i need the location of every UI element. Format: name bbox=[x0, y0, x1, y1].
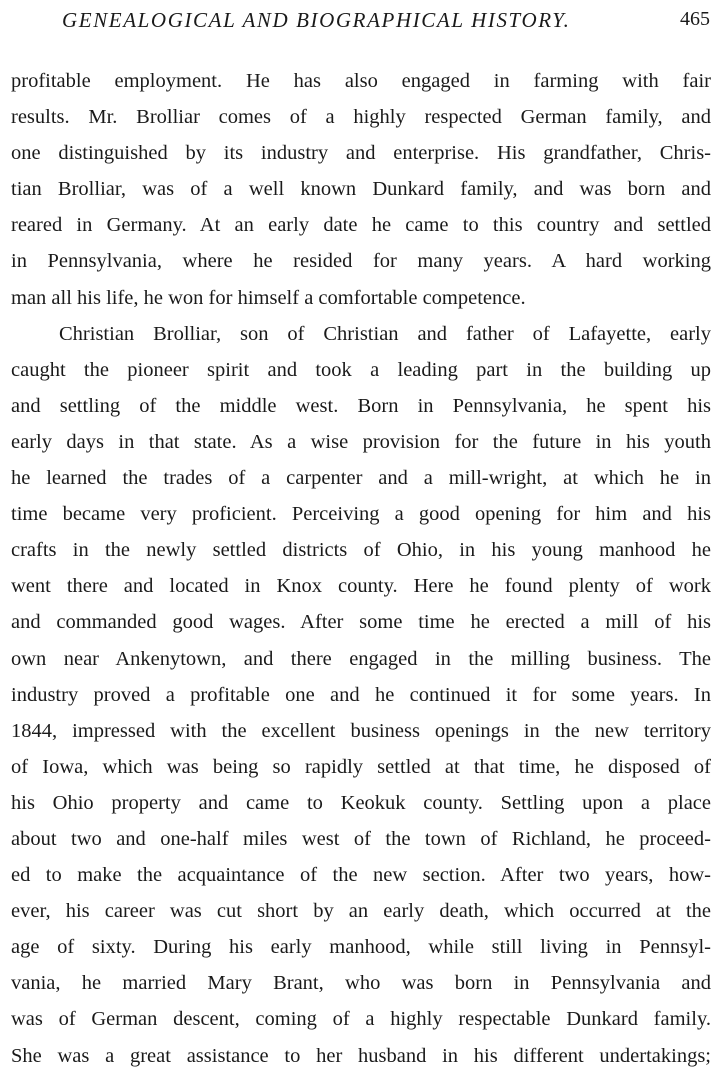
text-line: profitable employment. He has also engaged in farming with fair bbox=[11, 70, 711, 92]
text-line: 1844, impressed with the excellent business openings in the new territory bbox=[11, 719, 711, 742]
page-header bbox=[0, 8, 722, 38]
text-line: time became very proficient. Perceiving a good opening for him and his bbox=[11, 503, 711, 526]
text-line: he learned the trades of a carpenter and a mill-wright, at which he in bbox=[11, 467, 711, 490]
text-line: went there and located in Knox county. Here he found plenty of work bbox=[11, 575, 711, 598]
paragraph-2 bbox=[11, 319, 711, 1077]
text-line: She was a great assistance to her husband in his different undertakings; bbox=[11, 1044, 711, 1067]
text-line: and settling of the middle west. Born in Pennsylvania, he spent his bbox=[11, 394, 711, 417]
text-line: reared in Germany. At an early date he came to this country and settled bbox=[11, 214, 711, 237]
page-number: 465 bbox=[680, 8, 710, 30]
text-line: caught the pioneer spirit and took a leading part in the building up bbox=[11, 358, 711, 381]
text-line: age of sixty. During his early manhood, while still living in Pennsyl- bbox=[11, 936, 711, 959]
text-line: industry proved a profitable one and he continued it for some years. In bbox=[11, 683, 711, 706]
text-line: tian Brolliar, was of a well known Dunkard family, and was born and bbox=[11, 178, 711, 201]
paragraph-1 bbox=[11, 66, 711, 319]
text-line: was of German descent, coming of a highly respectable Dunkard family. bbox=[11, 1008, 711, 1031]
text-line: results. Mr. Brolliar comes of a highly respected German family, and bbox=[11, 106, 711, 129]
text-line: early days in that state. As a wise provision for the future in his youth bbox=[11, 430, 711, 453]
text-line: of Iowa, which was being so rapidly settled at that time, he disposed of bbox=[11, 755, 711, 778]
text-line: vania, he married Mary Brant, who was born in Pennsylvania and bbox=[11, 972, 711, 995]
text-line: about two and one-half miles west of the town of Richland, he proceed- bbox=[11, 827, 711, 850]
text-line: and commanded good wages. After some time he erected a mill of his bbox=[11, 611, 711, 634]
text-line: ed to make the acquaintance of the new section. After two years, how- bbox=[11, 864, 711, 887]
text-line: man all his life, he won for himself a comfortable competence. bbox=[11, 286, 526, 309]
running-title: GENEALOGICAL AND BIOGRAPHICAL HISTORY. bbox=[62, 8, 571, 32]
body-text bbox=[11, 66, 711, 1077]
text-line: in Pennsylvania, where he resided for many years. A hard working bbox=[11, 250, 711, 273]
text-line: his Ohio property and came to Keokuk county. Settling upon a place bbox=[11, 791, 711, 814]
text-line: own near Ankenytown, and there engaged in the milling business. The bbox=[11, 647, 711, 670]
text-line: one distinguished by its industry and enterprise. His grandfather, Chris- bbox=[11, 142, 711, 165]
text-line: crafts in the newly settled districts of Ohio, in his young manhood he bbox=[11, 539, 711, 562]
text-line: Christian Brolliar, son of Christian and father of Lafayette, early bbox=[59, 322, 711, 345]
text-line: ever, his career was cut short by an early death, which occurred at the bbox=[11, 900, 711, 923]
